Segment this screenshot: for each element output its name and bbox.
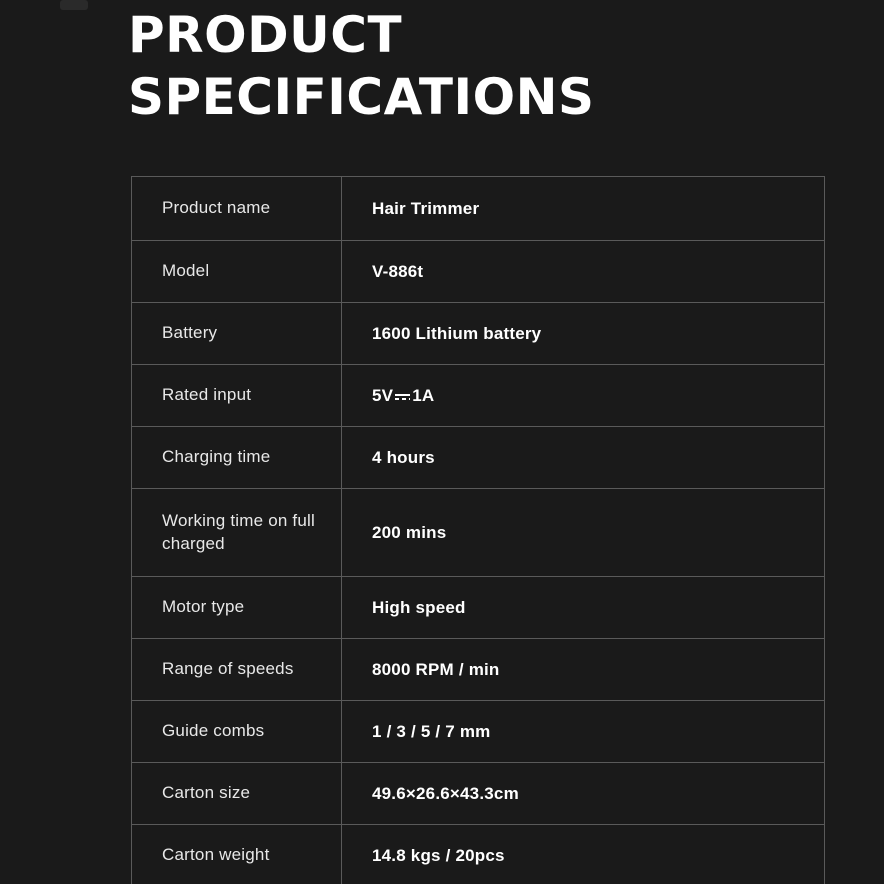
spec-value: 4 hours [342,427,825,489]
table-row [132,365,825,427]
table-row [132,489,825,577]
spec-label: Model [132,241,342,303]
table-row [132,701,825,763]
spec-value: 8000 RPM / min [342,639,825,701]
spec-label: Guide combs [132,701,342,763]
table-row [132,577,825,639]
rated-input-prefix: 5V [372,385,394,405]
spec-label: Rated input [132,365,342,427]
spec-label: Product name [132,177,342,241]
table-row [132,177,825,241]
spec-label: Carton size [132,763,342,825]
spec-value: High speed [342,577,825,639]
spec-label: Battery [132,303,342,365]
decorative-mark [60,0,88,10]
table-row [132,427,825,489]
spec-value [342,365,825,427]
page-title-line-1: PRODUCT [128,6,403,64]
spec-value: Hair Trimmer [342,177,825,241]
spec-label: Range of speeds [132,639,342,701]
spec-value: 200 mins [342,489,825,577]
spec-label: Working time on full charged [132,489,342,577]
spec-label: Carton weight [132,825,342,884]
table-row [132,639,825,701]
spec-value: V-886t [342,241,825,303]
spec-label: Motor type [132,577,342,639]
spec-value: 49.6×26.6×43.3cm [342,763,825,825]
rated-input-suffix: 1A [412,385,435,405]
table-row [132,825,825,884]
spec-value: 1600 Lithium battery [342,303,825,365]
specifications-table [131,176,825,884]
spec-value: 1 / 3 / 5 / 7 mm [342,701,825,763]
table-row [132,241,825,303]
page-title [128,4,828,128]
table-row [132,763,825,825]
dc-current-icon [395,391,410,402]
page-title-line-2: SPECIFICATIONS [128,68,595,126]
table-row [132,303,825,365]
spec-label: Charging time [132,427,342,489]
spec-value: 14.8 kgs / 20pcs [342,825,825,884]
